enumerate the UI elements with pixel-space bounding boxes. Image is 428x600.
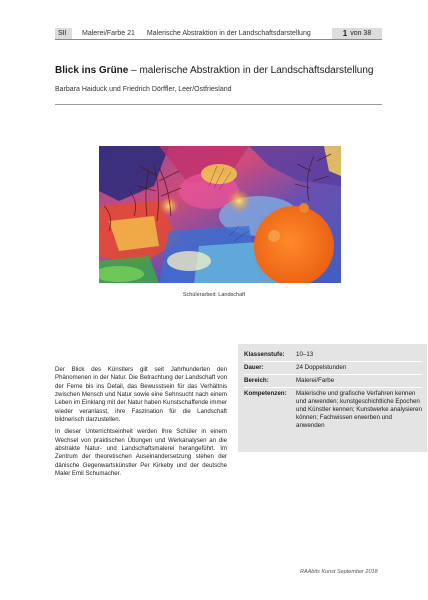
page-total: von 38 — [350, 30, 372, 37]
authors: Barbara Haiduck und Friedrich Dörffler, Leer/Ostfriesland — [55, 86, 232, 93]
title-divider — [55, 104, 382, 105]
info-label: Dauer: — [244, 364, 264, 371]
info-row-bereich — [244, 377, 422, 388]
info-row-dauer — [244, 364, 422, 375]
page-title — [55, 65, 374, 76]
header-section: SII — [55, 28, 72, 39]
info-value: 10–13 — [296, 351, 314, 358]
info-label: Bereich: — [244, 377, 269, 384]
intro-text — [55, 366, 227, 478]
header-topic: Malerische Abstraktion in der Landschaftsdarstellung — [146, 30, 311, 37]
info-value: 24 Doppelstunden — [296, 364, 347, 371]
info-value: Malerei/Farbe — [296, 377, 335, 384]
landscape-painting — [99, 146, 341, 283]
header-meta — [72, 28, 332, 39]
intro-paragraph-1: Der Blick des Künstlers gilt seit Jahrhunderten den Phänomenen in der Natur. Die Betrachtung der Landschaft von der Ferne bis ins Detail, das Bewusstsein für das Verhältnis zwischen Mensch und Natur sowie eine Sehnsucht nach einem Leben im Einklang mit der Natur haben Kunstschaffende immer wieder veranlasst, ihre Faszination für die Landschaft bildnerisch darzustellen. — [55, 366, 227, 424]
info-value: Malerische und grafische Verfahren kennen und anwenden; kunstgeschichtliche Epochen und Künstler kennen; Kunstwerke analysieren können; Fachwissen erwerben und anwenden — [296, 390, 422, 429]
intro-paragraph-2: In dieser Unterrichtseinheit werden Ihre Schüler in einem Wechsel von praktischen Übungen und Werkanalysen an die abstrakte Natur- und Landschaftsmalerei herangeführt. Im Zentrum der theoretischen Auseinandersetzung stehen der dänische Gegenwartskünstler Per Kirkeby und der deutsche Maler Emil Schumacher. — [55, 428, 227, 478]
header-page — [332, 28, 382, 39]
page-footer: RAAbits Kunst September 2018 — [300, 569, 378, 575]
title-bold: Blick ins Grüne — [55, 65, 129, 76]
unit-info-box — [238, 344, 427, 452]
title-rest: – malerische Abstraktion in der Landschaftsdarstellung — [128, 65, 374, 76]
info-label: Kompetenzen: — [244, 390, 287, 397]
info-row-klassenstufe — [244, 351, 422, 362]
header-subject: Malerei/Farbe 21 — [82, 30, 135, 37]
page-header — [55, 28, 382, 40]
figure-caption: Schülerarbeit: Landschaft — [182, 292, 246, 298]
info-label: Klassenstufe: — [244, 351, 285, 358]
info-row-kompetenzen — [244, 390, 422, 432]
page-number: 1 — [342, 29, 348, 38]
